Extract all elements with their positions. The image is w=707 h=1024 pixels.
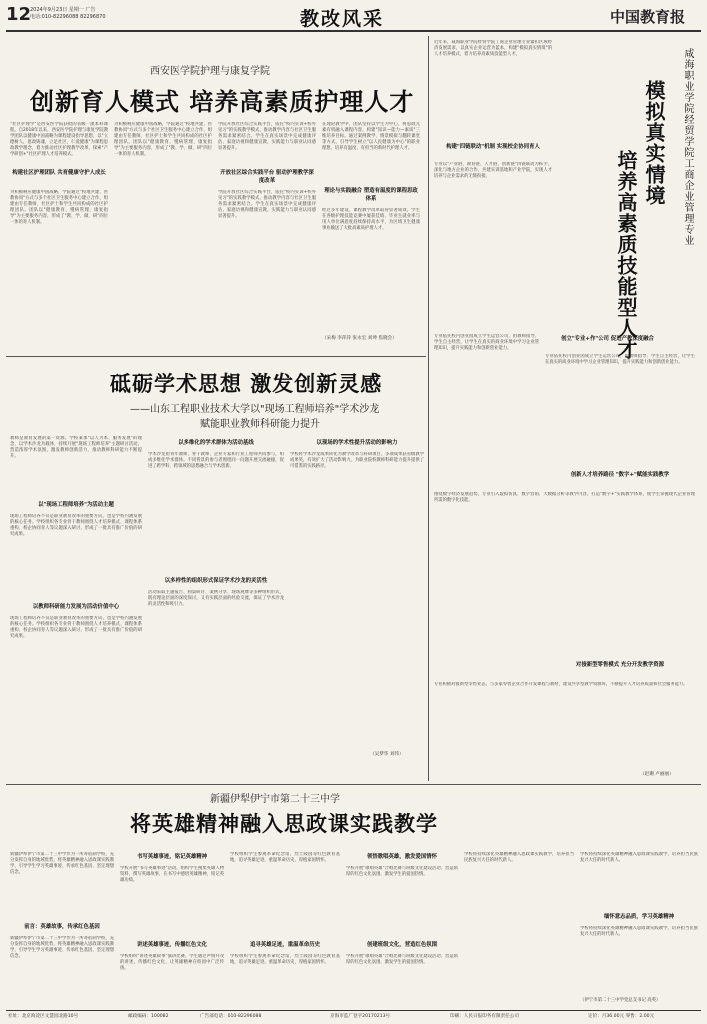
- article2-byline: （吴梦华 刘伟）: [370, 752, 404, 757]
- article1-col4-text: 在理论教学中，团队坚持以学生为中心，将思政元素有机融入课程内容，构建"知识—能力—素质"三维培养目标。通过案例教学、情景模拟与翻转课堂等方式，引导学生树立"以人民健康为中心"的职业理想，培养有温度、有担当的新时代护理人才。: [322, 122, 420, 152]
- footer-registration: 京海市监广登字20170213号: [330, 1014, 391, 1019]
- article3-text-4: 专业积极对接新型零售业态，与多家零售企业合作开发课程与教材，建设共享型教学资源库，不断提升人才培养质量和社会服务能力。: [434, 682, 688, 687]
- article2-bottom-rule: [6, 784, 701, 785]
- article2-subhead-1: 以"现场工程师培养"为活动主题: [38, 502, 114, 508]
- phone-line: 电话:010-82296088 82296870: [30, 14, 106, 20]
- article2-subhead-4: 以多样性的组织形式保证学术沙龙的灵活性: [164, 578, 268, 584]
- article4-title: 将英雄精神融入思政课实践教学: [130, 812, 438, 836]
- article4-subhead-5: 领悟歌唱英雄，激发爱国情怀: [366, 854, 438, 860]
- article4-col2-text: 学校开展"书写英雄事迹"活动，组织学生搜集英雄人物资料，撰写英雄故事，在书写中感悟英雄精神，铭记英雄功绩。: [120, 866, 224, 884]
- article1-subhead-1: 构建社区护理团队 共育健康守护人成长: [12, 170, 106, 176]
- article4-col1-text-b: 新疆伊犁伊宁市第二十三中学作为一所寄宿制学校，充分发挥自身的地域优势，将英雄精神融入思政课实践教学，引导学生学习英雄事迹、传承红色基因，坚定理想信念。: [10, 936, 114, 960]
- article4-col3-text: 学校组织学生参观革命纪念馆、烈士陵园等红色教育基地，追寻英雄足迹，重温革命历史，厚植家国情怀。: [230, 852, 340, 864]
- article2-subhead-3: 以多维化的学术群体为活动基线: [178, 440, 254, 446]
- article1-title: 创新育人模式 培养高素质护理人才: [30, 88, 415, 116]
- article3-subhead-1: 构建"四链联动"机制 实现校企协同育人: [446, 144, 540, 150]
- article3-intro: 近年来，咸海职业学院经贸学院工商企业管理专业紧扣区域经济发展需求，以真实企业运营为蓝本，构建"模拟真实情境"的人才培养模式，着力培养高素质技能型人才。: [434, 40, 552, 58]
- footer-address: 社址：北京海淀区文慧园北路10号: [8, 1014, 79, 1019]
- article3-subhead-2: 创立"专业+作"公司 促进产教深度融合: [561, 336, 654, 342]
- article1-bottom-rule: [6, 356, 426, 357]
- article2-col1-text: 教师是教育发展的第一资源。学校秉承"以人为本、服务发展"的理念，以学术沙龙为载体，持续开展"现场工程师培养"主题研讨活动，营造浓厚学术氛围，激发教师创新活力，推动教师科研能力不断提升。: [10, 436, 142, 460]
- article1-col1-text-b: 为积极响应健康中国战略，学院通过"校地共建、医教协同"方式与多个社区卫生服务中心建立合作，组建由专任教师、社区护士和学生共同构成的社区护理团队。团队以"健康教育、慢病管理、康复指导"为主要服务内容，形成了"教、学、做、研"四位一体的育人机制。: [10, 190, 108, 226]
- article1-subhead-2: 开放社区综合实践平台 驱动护理教学深度改革: [220, 170, 314, 184]
- article3-kicker: 咸海职业学院经贸学院工商企业管理专业: [682, 48, 693, 246]
- article3-title-line2: 培养高素质技能型人才: [614, 150, 638, 360]
- footer-phone: 广告部电话：010-82296088: [200, 1014, 262, 1019]
- footer-postcode: 邮政编码：100082: [128, 1014, 169, 1019]
- article2-subtitle: ——山东工程职业技术大学以"现场工程师培养"学术沙龙: [130, 404, 380, 415]
- article4-col1-text: 新疆伊犁伊宁市第二十三中学作为一所寄宿制学校，充分发挥自身的地域优势，将英雄精神融入思政课实践教学，引导学生学习英雄事迹、传承红色基因，坚定理想信念。: [10, 852, 114, 876]
- footer-rule: [6, 1010, 701, 1011]
- article2-col1-text-b: 现场工程师培养不仅是职业教育改革的重要方向，也是学校内涵发展的核心任务。学校组织各专业骨干教师围绕人才培养模式、课程体系重构、校企协同育人等议题深入研讨，形成了一批具有推广价值的研究成果。: [10, 514, 142, 538]
- footer-printer: 印刷：人民日报印务有限责任公司: [450, 1014, 519, 1019]
- article2-subhead-5: 以现场的学术性提升活动的影响力: [316, 440, 398, 446]
- article4-col5-text: 学校将持续深化英雄精神融入思政课实践教学，培养担当民族复兴大任的时代新人。: [464, 852, 574, 864]
- article4-col6-text-b: 学校将持续深化英雄精神融入思政课实践教学，培养担当民族复兴大任的时代新人。: [580, 926, 698, 938]
- article4-subhead-1: 前言：英雄故事，传承红色基因: [24, 924, 100, 930]
- article4-col3-text-b: 学校组织学生参观革命纪念馆、烈士陵园等红色教育基地，追寻英雄足迹，重温革命历史，厚植家国情怀。: [230, 954, 340, 966]
- article2-subhead-2: 以教师科研能力发展为活动价值中心: [32, 604, 120, 610]
- article1-kicker: 西安医学院护理与康复学院: [150, 66, 270, 77]
- section-title: 教改风采: [300, 8, 385, 30]
- article4-col4-text: 学校开展"歌唱英雄"合唱比赛与班级文化建设活动，营造浓厚的红色文化氛围，激发学生的爱国热情。: [346, 866, 458, 878]
- article4-byline: （伊宁市第二十三中学党总支书记 高英）: [580, 998, 661, 1003]
- article1-col2-text: 为积极响应健康中国战略，学院通过"校地共建、医教协同"方式与多个社区卫生服务中心建立合作，组建由专任教师、社区护士和学生共同构成的社区护理团队。团队以"健康教育、慢病管理、康复指导"为主要服务内容，形成了"教、学、做、研"四位一体的育人机制。: [114, 122, 212, 158]
- article3-subhead-3: 创新人才培养路径 "数字+"赋能实践教学: [570, 472, 670, 478]
- article3-text-3: 围绕数字经济发展趋势，专业引入虚拟仿真、数字营销、大数据分析等教学内容，打造"数字+"实践教学体系，使学生掌握现代企业管理所需的数字化技能。: [434, 492, 695, 504]
- article3-text-1: 专业以"产业链、教育链、人才链、创新链"四链联动为抓手，深化与地方企业的合作，共建实训基地和产业学院，实现人才培养与企业需求的无缝衔接。: [434, 162, 552, 180]
- article1-col1-text: "社区护理学"是西安医学院获批的省级一流本科课程。自2018年以来，西安医学院护理与康复学院教学团队以健康中国战略为课程建设指导思想，以"立德树人，思政铸魂，立足社区，仁爱健康"为课程思政教学理念，着力推动社区护理教学改革，探索"产学研创+"社区护理人才培养模式。: [10, 122, 108, 158]
- right-column-divider: [428, 36, 429, 781]
- article3-text-2b: 专业依托校内创业园成立学生运营公司，由教师指导、学生自主经营，让学生在真实的商业环境中学习企业管理知识，提升实践能力和创新创业能力。: [434, 334, 539, 352]
- article1-col4-text-b: 经过多年建设，课程教学改革取得显著成效。学生在各级护理技能竞赛中屡获佳绩，毕业生就业率与用人单位满意度持续保持高水平，为区域卫生健康事业输送了大批高素质护理人才。: [322, 208, 420, 232]
- article4-subhead-4: 追寻英雄足迹，重温革命历史: [249, 942, 321, 948]
- article1-byline: （宋梅 李萍萍 张永宏 刘坤 焦晓会）: [322, 336, 397, 341]
- article2-col2-text-b: 活动采取主题报告、圆桌研讨、案例分享、现场观摩等多种组织形式，既有理论层面的深度探讨，又有实践层面的经验交流，保证了学术沙龙的灵活性和吸引力。: [148, 590, 284, 608]
- article1-col3-text-b: 学院开放社区综合实践平台，依托"校内实训+校外见习"的实践教学模式，推动教学内容与社区卫生服务需求紧密结合。学生在真实场景中完成健康评估、家庭访视和健康宣教，实践能力与职业认同感显著提升。: [218, 190, 316, 220]
- footer-price: 定价：月36.00元 零售：2.00元: [588, 1014, 655, 1019]
- article4-subhead-7: 缅怀意志品质，学习英雄精神: [603, 914, 675, 920]
- article2-subtitle2: 赋能职业教师科研能力提升: [200, 419, 320, 430]
- article1-col3-text: 学院开放社区综合实践平台，依托"校内实训+校外见习"的实践教学模式，推动教学内容与社区卫生服务需求紧密结合。学生在真实场景中完成健康评估、家庭访视和健康宣教，实践能力与职业认同感显著提升。: [218, 122, 316, 152]
- article2-title: 砥砺学术思想 激发创新灵感: [110, 372, 383, 396]
- article2-col2-text: 学术沙龙由青年教师、骨干教师、企业专家和行业工程师共同参与，组成多维化学术群体。不同背景的参与者围绕同一问题开展交流碰撞，促进了跨学科、跨领域的思想融合与学术创新。: [148, 452, 284, 470]
- article3-title-line1: 模拟真实情境: [642, 80, 666, 206]
- article3-byline: （赵珊 卢丽丽）: [640, 772, 674, 777]
- page-number: 12: [6, 4, 32, 25]
- article1-subhead-3: 理论与实践融合 塑造有温度的课程思政体系: [324, 188, 418, 202]
- article2-col3-text: 学校将学术沙龙成果转化为教学改革与科研项目，多项成果获省级教学成果奖，有效扩大了活动影响力，为职业院校教师科研能力提升提供了可借鉴的实践路径。: [290, 452, 424, 470]
- article4-kicker: 新疆伊犁伊宁市第二十三中学: [210, 794, 340, 805]
- article4-subhead-2: 书写英雄事迹，铭记英雄精神: [136, 854, 208, 860]
- masthead-logo: 中国教育报: [610, 8, 686, 26]
- date-line: 2024年9月23日 星期一 广告: [30, 7, 96, 13]
- article3-subhead-4: 对接新型零售模式 充分开发教学资源: [575, 662, 665, 668]
- article4-col4-text-b: 学校开展"歌唱英雄"合唱比赛与班级文化建设活动，营造浓厚的红色文化氛围，激发学生的爱国热情。: [346, 954, 458, 966]
- article4-subhead-3: 讲述英雄事迹，传播红色文化: [136, 942, 208, 948]
- article4-col2-text-b: 学校组织"讲述英雄故事"演讲比赛，学生通过声情并茂的讲述，传播红色文化，让英雄精神在校园中广泛传扬。: [120, 954, 224, 972]
- article4-subhead-6: 创建班级文化，营造红色氛围: [366, 942, 438, 948]
- article2-col1-text-c: 现场工程师培养不仅是职业教育改革的重要方向，也是学校内涵发展的核心任务。学校组织各专业骨干教师围绕人才培养模式、课程体系重构、校企协同育人等议题深入研讨，形成了一批具有推广价值的研究成果。: [10, 616, 142, 640]
- article3-text-2: 专业依托校内创业园成立学生运营公司，由教师指导、学生自主经营，让学生在真实的商业环境中学习企业管理知识，提升实践能力和创新创业能力。: [545, 354, 695, 366]
- article4-col6-text: 学校将持续深化英雄精神融入思政课实践教学，培养担当民族复兴大任的时代新人。: [580, 852, 698, 864]
- header-rule: [6, 30, 701, 32]
